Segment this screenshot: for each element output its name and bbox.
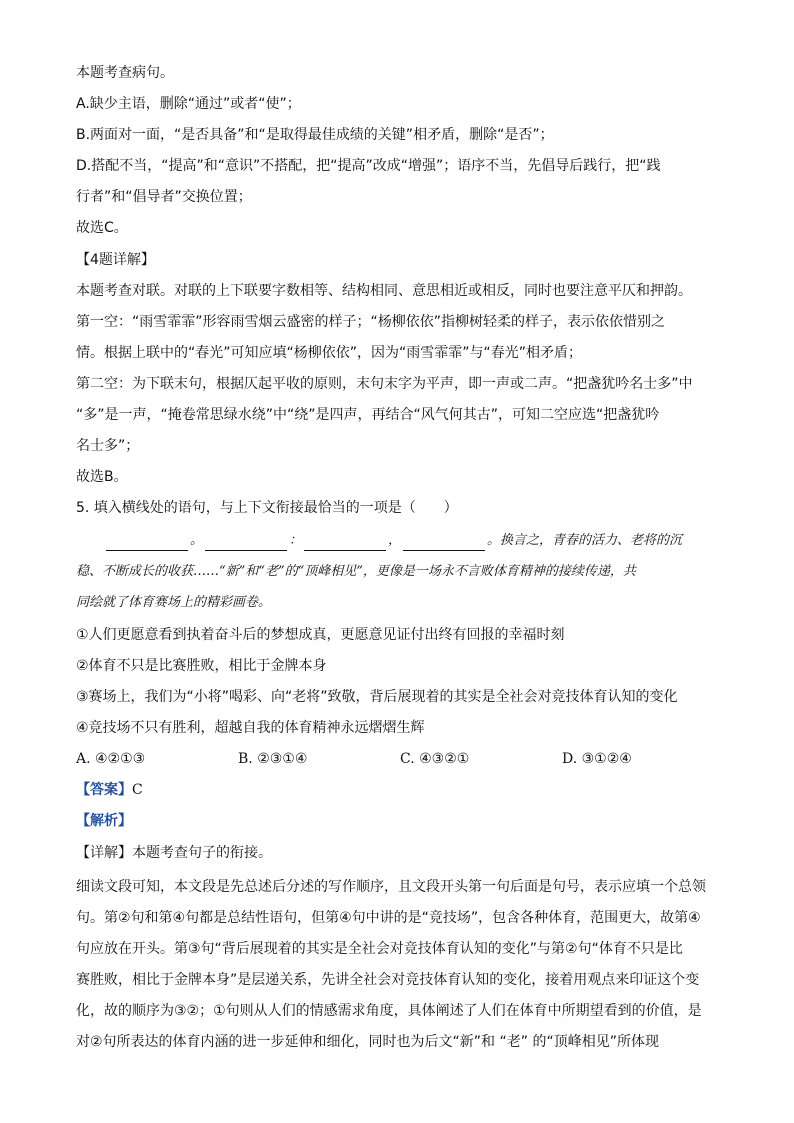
- explanation-line: 句应放在开头。第③句“背后展现着的其实是全社会对竞技体育认知的变化”与第②句“体育不只是比: [76, 941, 683, 957]
- passage-line: [104, 531, 682, 551]
- text-line: 情。根据上联中的“春光”可知应填“杨柳依依”，因为“雨雪霏霏”与“春光”相矛盾；: [76, 345, 583, 361]
- passage-punct: 。: [190, 533, 204, 548]
- explanation-line: 句。第②句和第④句都是总结性语句，但第④句中讲的是“竞技场”，包含各种体育，范围更大，故第④: [76, 910, 701, 926]
- explanation-line: 化，故的顺序为③②；①句则从人们的情感需求角度，具体阐述了人们在体育中所期望看到的价值，是: [76, 1003, 702, 1019]
- text-line: 行者”和“倡导者”交换位置；: [76, 189, 252, 205]
- answer-label: 【答案】: [76, 782, 132, 798]
- fill-blank: [403, 536, 485, 551]
- text-line: D.搭配不当，“提高”和“意识”不搭配，把“提高”改成“增强”；语序不当，先倡导后践行，把“践: [76, 158, 661, 174]
- passage-punct: ，: [388, 533, 402, 548]
- statement-item: ④竞技场不只有胜利，超越自我的体育精神永远熠熠生辉: [76, 720, 425, 736]
- text-line: B.两面对一面，“是否具备”和“是取得最佳成绩的关键”相矛盾，删除“是否”；: [76, 127, 554, 143]
- option-c: C. ④③②①: [400, 751, 470, 767]
- passage-line: 同绘就了体育赛场上的精彩画卷。: [76, 595, 272, 610]
- analysis-label: 【解析】: [76, 813, 132, 829]
- explanation-line: 对②句所表达的体育内涵的进一步延伸和细化，同时也为后文“新”和 “老” 的“顶峰相见”所体现: [76, 1034, 659, 1050]
- statement-item: ③赛场上，我们为“小将”喝彩、向“老将”致敬，背后展现着的其实是全社会对竞技体育认知的变化: [76, 689, 678, 705]
- explanation-line: 细读文段可知，本文段是先总述后分述的写作顺序，且文段开头第一句后面是句号，表示应填一个总领: [76, 879, 706, 895]
- text-line: “多”是一声，“掩卷常思绿水绕”中“绕”是四声，再结合“风气何其古”，可知二空应选“把盏犹吟: [76, 407, 660, 423]
- text-line: A.缺少主语，删除“通过”或者“使”；: [76, 96, 301, 112]
- explanation-line: 赛胜败，相比于金牌本身”是层递关系，先讲全社会对竞技体育认知的变化，接着用观点来印证这个变: [76, 972, 700, 988]
- fill-blank: [304, 536, 386, 551]
- fill-blank: [106, 536, 188, 551]
- passage-punct: ：: [289, 533, 303, 548]
- passage-text: 。换言之，青春的活力、老将的沉: [487, 533, 683, 548]
- detail-label: 【详解】: [76, 845, 132, 861]
- section-heading: 【4题详解】: [76, 252, 155, 268]
- text-line: 第一空：“雨雪霏霏”形容雨雪烟云盛密的样子；“杨柳依依”指柳树轻柔的样子，表示依依惜别之: [76, 314, 666, 330]
- option-d: D. ③①②④: [562, 751, 632, 767]
- option-b: B. ②③①④: [238, 751, 308, 767]
- fill-blank: [205, 536, 287, 551]
- text-line: 第二空：为下联末句，根据仄起平收的原则，末句末字为平声，即一声或二声。“把盏犹吟名士多”中: [76, 376, 693, 392]
- answer-value: C: [132, 782, 143, 798]
- statement-item: ①人们更愿意看到执着奋斗后的梦想成真，更愿意见证付出终有回报的幸福时刻: [76, 627, 565, 643]
- answer-line: [76, 780, 143, 800]
- text-line: 故选B。: [76, 469, 128, 485]
- text-line: 名士多”；: [76, 438, 140, 454]
- text-line: 本题考查病句。: [76, 65, 174, 81]
- statement-item: ②体育不只是比赛胜败，相比于金牌本身: [76, 658, 327, 674]
- option-a: A. ④②①③: [76, 751, 146, 767]
- text-line: 故选C。: [76, 220, 128, 236]
- passage-line: 稳、不断成长的收获……“新”和“老”的“顶峰相见”，更像是一场永不言败体育精神的接续传递，共: [76, 564, 636, 579]
- detail-text: 本题考查句子的衔接。: [132, 845, 272, 861]
- text-line: 本题考查对联。对联的上下联要字数相等、结构相同、意思相近或相反，同时也要注意平仄和押韵。: [76, 283, 692, 299]
- question-stem: 5. 填入横线处的语句，与上下文衔接最恰当的一项是（ ）: [76, 500, 458, 516]
- detail-line: [76, 843, 272, 863]
